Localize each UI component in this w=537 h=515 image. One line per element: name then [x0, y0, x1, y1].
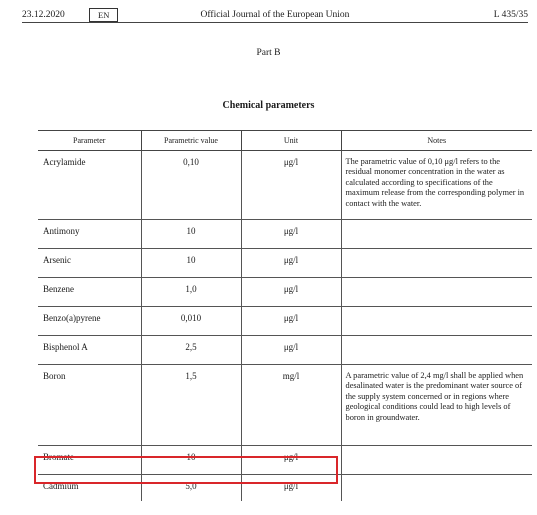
value-cell: 0,010	[141, 307, 241, 336]
part-label: Part B	[256, 48, 281, 58]
table-row	[38, 365, 532, 446]
value-cell: 1,0	[141, 278, 241, 307]
highlight-box	[34, 456, 338, 484]
value-cell: 10	[141, 220, 241, 249]
notes-cell: A parametric value of 2,4 mg/l shall be applied when desalinated water is the predominant water source of the supply system concerned or in regions where geological conditions could lead to high levels of boron in groundwater.	[341, 365, 532, 446]
table-header-row	[38, 131, 532, 151]
parameter-cell: Bromate	[38, 446, 141, 475]
table-row	[38, 151, 532, 220]
value-cell: 1,5	[141, 365, 241, 446]
chemical-parameters-table	[38, 130, 532, 501]
column-header-value: Parametric value	[141, 131, 241, 151]
unit-cell: μg/l	[241, 220, 341, 249]
parameter-cell: Boron	[38, 365, 141, 446]
notes-cell	[341, 249, 532, 278]
table-row	[38, 336, 532, 365]
value-cell: 5,0	[141, 475, 241, 502]
parameter-cell: Cadmium	[43, 481, 79, 491]
notes-cell: The parametric value of 0,10 μg/l refers to the residual monomer concentration in the water as calculated according to specifications of the maximum release from the corresponding polymer in contact with the water.	[341, 151, 532, 220]
unit-cell: μg/l	[241, 336, 341, 365]
column-header-parameter: Parameter	[38, 131, 141, 151]
unit-cell: μg/l	[241, 278, 341, 307]
header-divider	[22, 22, 528, 23]
table-row	[38, 249, 532, 278]
value-cell: 2,5	[141, 336, 241, 365]
column-header-notes: Notes	[341, 131, 532, 151]
notes-cell	[341, 336, 532, 365]
value-cell: 10	[141, 249, 241, 278]
table-row	[38, 220, 532, 249]
notes-cell	[341, 278, 532, 307]
unit-cell: μg/l	[241, 307, 341, 336]
value-cell: 0,10	[141, 151, 241, 220]
notes-cell	[341, 446, 532, 475]
parameter-cell: Acrylamide	[38, 151, 141, 220]
page-reference: L 435/35	[493, 10, 528, 20]
table-row	[38, 307, 532, 336]
section-title: Chemical parameters	[222, 100, 315, 111]
table-row	[38, 278, 532, 307]
language-badge: EN	[89, 8, 118, 22]
unit-cell: μg/l	[241, 475, 341, 502]
unit-cell: μg/l	[241, 446, 341, 475]
column-header-unit: Unit	[241, 131, 341, 151]
notes-cell	[341, 307, 532, 336]
parameter-cell: Benzene	[38, 278, 141, 307]
notes-cell	[341, 220, 532, 249]
parameter-cell: Benzo(a)pyrene	[38, 307, 141, 336]
parameter-cell: Arsenic	[38, 249, 141, 278]
value-cell: 10	[141, 446, 241, 475]
unit-cell: μg/l	[241, 249, 341, 278]
journal-title: Official Journal of the European Union	[200, 10, 350, 20]
publication-date: 23.12.2020	[22, 10, 65, 20]
unit-cell: μg/l	[241, 151, 341, 220]
unit-cell: mg/l	[241, 365, 341, 446]
parameter-cell: Bisphenol A	[38, 336, 141, 365]
parameter-cell: Antimony	[38, 220, 141, 249]
notes-cell	[341, 475, 532, 502]
